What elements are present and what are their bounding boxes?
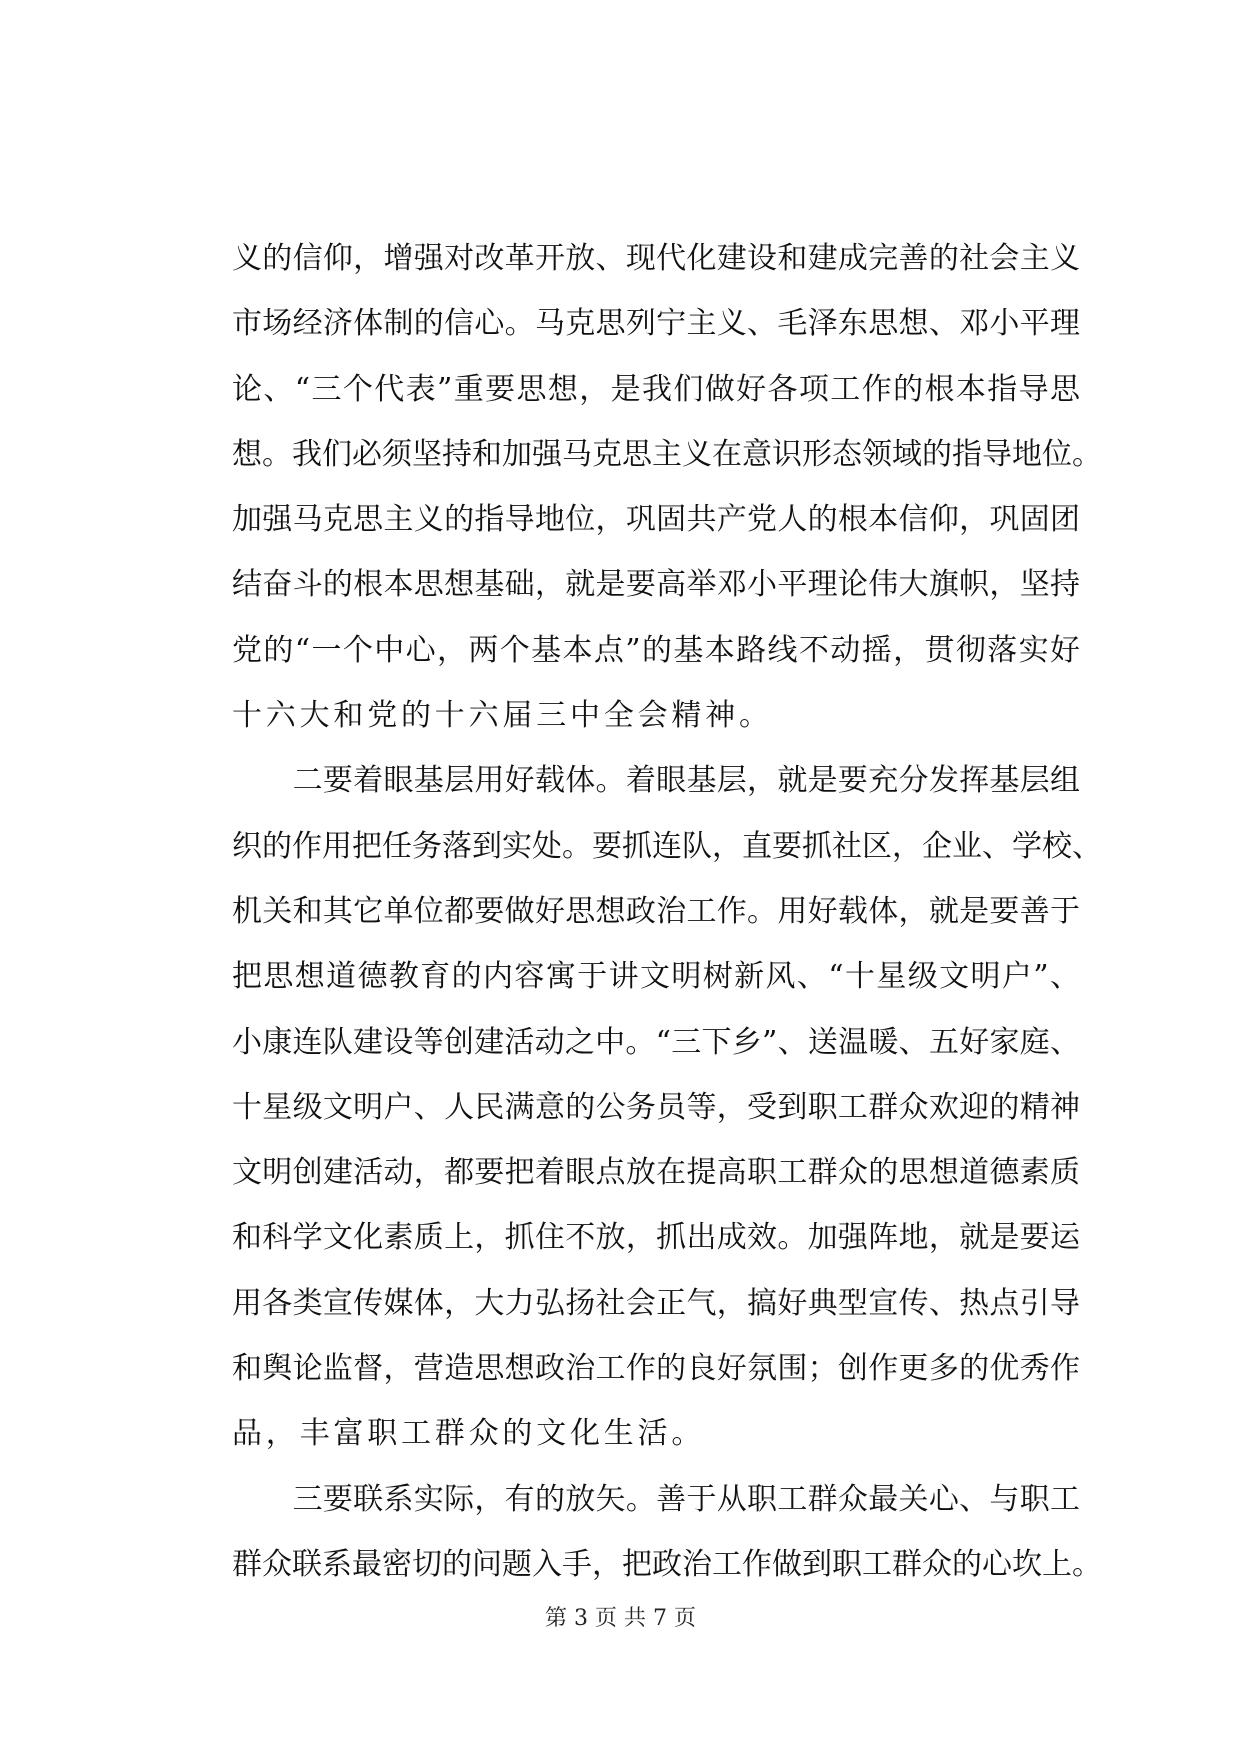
text-line: 加强马克思主义的指导地位，巩固共产党人的根本信仰，巩固团 bbox=[232, 502, 1080, 538]
text-line: 党的“一个中心，两个基本点”的基本路线不动摇，贯彻落实好 bbox=[232, 632, 1080, 668]
text-line: 用各类宣传媒体，大力弘扬社会正气，搞好典型宣传、热点引导 bbox=[232, 1285, 1080, 1321]
text-line: 市场经济体制的信心。马克思列宁主义、毛泽东思想、邓小平理 bbox=[232, 306, 1080, 342]
text-line: 品，丰富职工群众的文化生活。 bbox=[232, 1416, 706, 1452]
paragraph-start-line: 二要着眼基层用好载体。着眼基层，就是要充分发挥基层组 bbox=[232, 763, 1080, 799]
text-line: 文明创建活动，都要把着眼点放在提高职工群众的思想道德素质 bbox=[232, 1155, 1080, 1191]
text-line: 和科学文化素质上，抓住不放，抓出成效。加强阵地，就是要运 bbox=[232, 1220, 1080, 1256]
body-text bbox=[232, 226, 1102, 1597]
text-line: 想。我们必须坚持和加强马克思主义在意识形态领域的指导地位。 bbox=[232, 436, 1102, 472]
text-line: 结奋斗的根本思想基础，就是要高举邓小平理论伟大旗帜，坚持 bbox=[232, 567, 1080, 603]
text-line: 机关和其它单位都要做好思想政治工作。用好载体，就是要善于 bbox=[232, 893, 1080, 929]
text-line: 和舆论监督，营造思想政治工作的良好氛围；创作更多的优秀作 bbox=[232, 1351, 1080, 1387]
text-line: 义的信仰，增强对改革开放、现代化建设和建成完善的社会主义 bbox=[232, 241, 1080, 276]
text-line: 把思想道德教育的内容寓于讲文明树新风、“十星级文明户”、 bbox=[232, 959, 1080, 995]
text-line: 群众联系最密切的问题入手，把政治工作做到职工群众的心坎上。 bbox=[232, 1546, 1102, 1582]
paragraph-start-line: 三要联系实际，有的放矢。善于从职工群众最关心、与职工 bbox=[232, 1481, 1080, 1517]
text-line: 织的作用把任务落到实处。要抓连队，直要抓社区，企业、学校、 bbox=[232, 828, 1102, 864]
page-number-footer: 第 3 页 共 7 页 bbox=[545, 1606, 696, 1631]
text-line: 小康连队建设等创建活动之中。“三下乡”、送温暖、五好家庭、 bbox=[232, 1024, 1080, 1060]
text-line: 十六大和党的十六届三中全会精神。 bbox=[232, 698, 773, 734]
text-line: 论、“三个代表”重要思想，是我们做好各项工作的根本指导思 bbox=[232, 371, 1080, 407]
text-line: 十星级文明户、人民满意的公务员等，受到职工群众欢迎的精神 bbox=[232, 1089, 1080, 1125]
